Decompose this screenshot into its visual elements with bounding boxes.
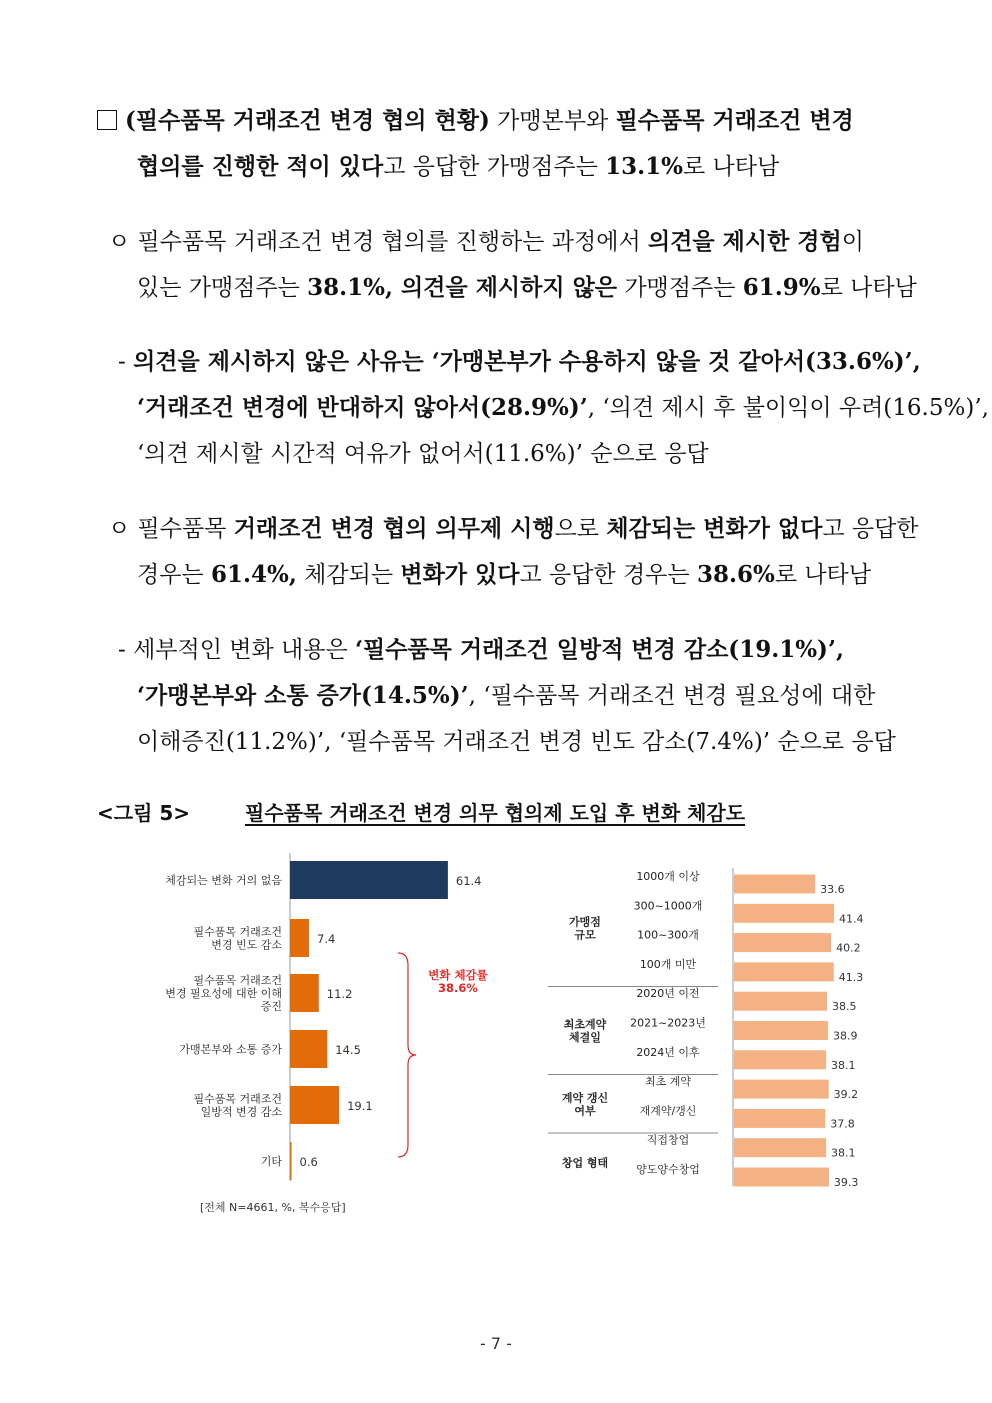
dash-1-line2: ‘거래조건 변경에 반대하지 않아서(28.9%)’, ‘의견 제시 후 불이익이 우려(16.5%)’,	[137, 394, 989, 421]
dash-1-line1: - 의견을 제시하지 않은 사유는 ‘가맹본부가 수용하지 않을 것 같아서(33.6%)’,	[118, 348, 921, 375]
chart-value-label: 38.1	[831, 1146, 856, 1160]
chart-bar	[734, 962, 834, 981]
chart-category-label: 필수품목 거래조건	[193, 1092, 282, 1106]
chart-category-label: 일방적 변경 감소	[200, 1105, 282, 1119]
chart-bar	[734, 904, 834, 923]
chart-value-label: 39.2	[833, 1088, 859, 1102]
dash-2-line3: 이해증진(11.2%)’, ‘필수품목 거래조건 변경 빈도 감소(7.4%)’ 순으로 응답	[137, 729, 896, 755]
chart-item-label: 재계약/갱신	[639, 1104, 697, 1118]
chart-value-label: 0.6	[299, 1155, 318, 1169]
chart-annotation: 38.6%	[438, 981, 478, 995]
chart-item-label: 100개 미만	[639, 957, 697, 971]
chart-bar	[734, 1168, 829, 1187]
chart-bar	[290, 974, 319, 1012]
chart-value-label: 7.4	[317, 932, 336, 946]
bullet-marker: ㅇ	[108, 229, 131, 255]
chart-bar	[290, 1142, 292, 1180]
chart-group-label: 창업 형태	[561, 1156, 609, 1170]
bullet-2-line1: ㅇ 필수품목 거래조건 변경 협의 의무제 시행으로 체감되는 변화가 없다고 응답한	[108, 515, 919, 542]
chart-value-label: 14.5	[335, 1043, 361, 1057]
bullet-1-line1: ㅇ 필수품목 거래조건 변경 협의를 진행하는 과정에서 의견을 제시한 경험이	[108, 228, 864, 255]
dash-marker: -	[118, 637, 126, 663]
chart-category-label: 변경 빈도 감소	[211, 938, 282, 952]
chart-by-segment	[540, 850, 880, 1200]
chart-value-label: 41.4	[839, 912, 864, 926]
chart-item-label: 300~1000개	[633, 899, 703, 913]
figure-caption: 필수품목 거래조건 변경 의무 협의제 도입 후 변화 체감도	[245, 801, 746, 825]
chart-value-label: 11.2	[326, 987, 353, 1001]
chart-bar	[734, 1080, 829, 1099]
chart-value-label: 39.3	[833, 1176, 859, 1189]
dash-2-line1: - 세부적인 변화 내용은 ‘필수품목 거래조건 일방적 변경 감소(19.1%)’,	[118, 636, 844, 663]
chart-category-label: 가맹본부와 소통 증가	[179, 1043, 282, 1056]
page-number: - 7 -	[480, 1334, 512, 1353]
figure-title	[97, 797, 837, 829]
checkbox-square-icon	[97, 110, 117, 130]
chart-note: [전체 N=4661, %, 복수응답]	[200, 1201, 346, 1214]
chart-group-label: 규모	[574, 928, 596, 942]
chart-bar	[290, 1030, 327, 1068]
chart-bar	[734, 1021, 828, 1040]
chart-bar	[734, 992, 827, 1011]
chart-category-label: 변경 필요성에 대한 이해	[165, 987, 282, 1000]
chart-value-label: 40.2	[836, 941, 861, 955]
chart-group-label: 여부	[574, 1104, 596, 1118]
chart-bar	[734, 1109, 825, 1128]
figure-number: <그림 5>	[97, 801, 191, 825]
bullet-2-line2: 경우는 61.4%, 체감되는 변화가 있다고 응답한 경우는 38.6%로 나타남	[137, 561, 871, 588]
chart-category-label: 필수품목 거래조건	[193, 925, 282, 939]
chart-group-label: 가맹점	[569, 915, 601, 929]
chart-value-label: 41.3	[838, 970, 864, 984]
chart-bar	[734, 1138, 826, 1157]
chart-category-label: 체감되는 변화 거의 없음	[165, 874, 282, 887]
chart-bar	[734, 875, 815, 894]
chart-item-label: 양도양수창업	[636, 1163, 700, 1176]
chart-bar	[290, 919, 309, 957]
dash-marker: -	[118, 349, 126, 375]
chart-item-label: 2021~2023년	[630, 1016, 706, 1030]
chart-item-label: 2020년 이전	[636, 987, 700, 1001]
bullet-1-line2: 있는 가맹점주는 38.1%, 의견을 제시하지 않은 가맹점주는 61.9%로 나타남	[137, 274, 917, 301]
chart-group-label: 최초계약	[563, 1018, 607, 1031]
chart-value-label: 38.9	[832, 1029, 858, 1043]
chart-category-label: 필수품목 거래조건	[193, 974, 282, 987]
dash-1-line3: ‘의견 제시할 시간적 여유가 없어서(11.6%)’ 순으로 응답	[137, 441, 709, 467]
chart-value-label: 19.1	[347, 1099, 373, 1113]
chart-value-label: 37.8	[830, 1117, 855, 1131]
section-heading: (필수품목 거래조건 변경 협의 현황) 가맹본부와 필수품목 거래조건 변경	[97, 98, 854, 144]
section-heading-line2: 협의를 진행한 적이 있다고 응답한 가맹점주는 13.1%로 나타남	[137, 153, 780, 180]
chart-item-label: 최초 계약	[644, 1075, 692, 1089]
chart-item-label: 2024년 이후	[636, 1045, 700, 1059]
chart-value-label: 61.4	[455, 874, 482, 888]
chart-bar	[290, 1086, 339, 1124]
chart-category-label: 증진	[260, 1000, 282, 1013]
chart-bar	[734, 933, 831, 952]
bullet-marker: ㅇ	[108, 516, 131, 542]
chart-value-label: 38.1	[831, 1058, 856, 1072]
chart-annotation: 변화 체감률	[428, 968, 488, 982]
chart-brace	[398, 953, 416, 1157]
chart-item-label: 직접창업	[646, 1133, 690, 1147]
chart-item-label: 1000개 이상	[636, 870, 700, 883]
chart-value-label: 33.6	[820, 883, 845, 896]
chart-change-perception	[120, 845, 520, 1225]
chart-bar	[734, 1050, 826, 1069]
chart-group-label: 체결일	[569, 1031, 601, 1044]
chart-value-label: 38.5	[831, 1000, 857, 1014]
chart-group-label: 계약 갱신	[561, 1091, 609, 1105]
chart-bar	[290, 861, 448, 899]
chart-item-label: 100~300개	[637, 928, 699, 942]
chart-category-label: 기타	[260, 1155, 282, 1168]
dash-2-line2: ‘가맹본부와 소통 증가(14.5%)’, ‘필수품목 거래조건 변경 필요성에 대한	[137, 682, 876, 709]
